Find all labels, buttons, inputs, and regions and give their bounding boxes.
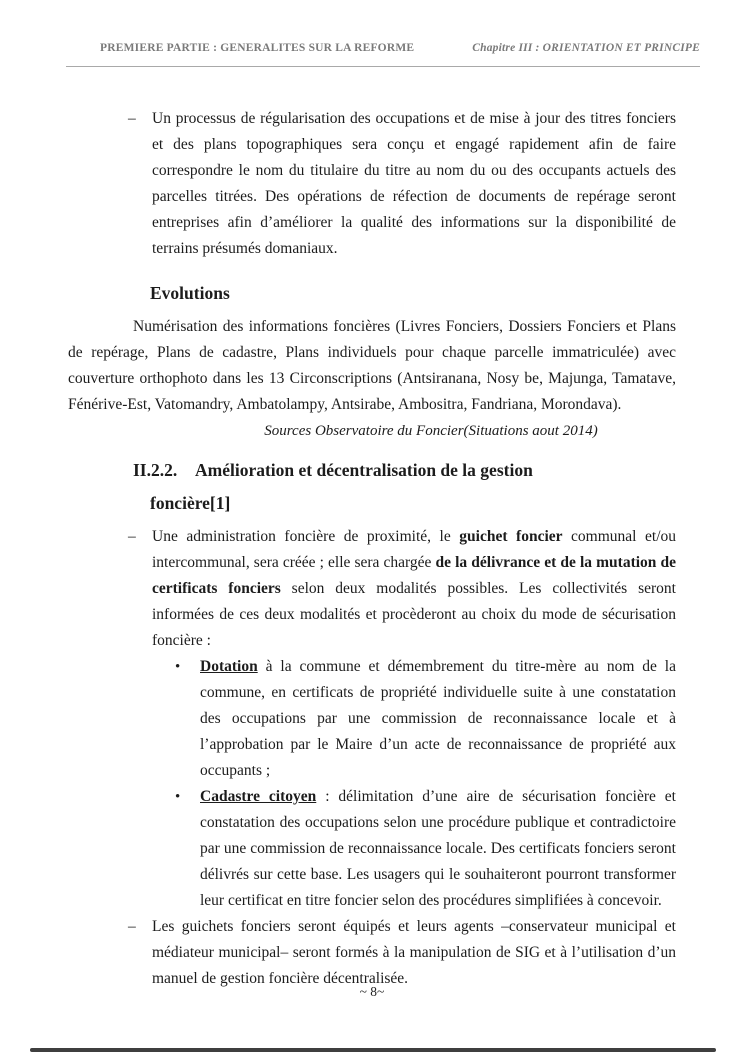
bullet-paragraph-text: communal et/ou intercommunal, sera créée ; elle sera chargée xyxy=(152,528,676,571)
bullet-marker: • xyxy=(175,659,181,675)
section-title-line2: foncière[1] xyxy=(150,493,231,513)
sub-bullet-dotation xyxy=(68,654,676,784)
bullet-marker: • xyxy=(175,789,181,805)
section-title-line1: Amélioration et décentralisation de la gestion xyxy=(195,460,533,480)
bottom-scrollbar[interactable] xyxy=(30,1048,716,1052)
header-right-title: Chapitre III : ORIENTATION ET PRINCIPE xyxy=(472,42,700,54)
sub-bullet-text: : délimitation d’une aire de sécurisation foncière et constatation des occupations selon une procédure publique et contradictoire par une commission de reconnaissance locale. Des certificats fonciers seront délivrés sur cette base. Les usagers qui le souhaiteront pourront transformer leur certificat en titre foncier selon des procédures simplifiées à concevoir. xyxy=(200,788,676,909)
header-left-title: PREMIERE PARTIE : GENERALITES SUR LA REFORME xyxy=(100,42,415,54)
section-heading xyxy=(133,454,676,520)
cadastre-citoyen-lead: Cadastre citoyen xyxy=(200,788,317,805)
bullet-paragraph-text: Un processus de régularisation des occupations et de mise à jour des titres fonciers et des plans topographiques sera conçu et engagé rapidement afin de faire correspondre le nom du titulaire du titre au nom du ou des occupants actuels des parcelles titrées. Des opérations de réfection de documents de repérage seront entreprises afin d’améliorer la qualité des informations sur la disponibilité de terrains présumés domaniaux. xyxy=(152,110,676,257)
dash-marker: – xyxy=(128,110,136,127)
guichet-foncier-bold: guichet foncier xyxy=(459,528,563,545)
bullet-paragraph-guichets-equipes xyxy=(68,914,676,992)
bullet-paragraph-text: Les guichets fonciers seront équipés et leurs agents –conservateur municipal et médiateur municipal– seront formés à la manipulation de SIG et à l’utilisation d’un manuel de gestion foncière décentralisée. xyxy=(152,918,676,987)
delivrance-mutation-bold: de la délivrance et de la mutation de certificats fonciers xyxy=(152,554,676,597)
bullet-paragraph-text: Une administration foncière de proximité, le xyxy=(152,528,460,545)
sub-bullet-cadastre xyxy=(68,784,676,914)
page-content xyxy=(68,106,676,992)
page-header xyxy=(66,42,700,67)
sources-caption: Sources Observatoire du Foncier(Situations aout 2014) xyxy=(264,423,598,439)
dash-marker: – xyxy=(128,918,136,935)
bullet-paragraph-text: selon deux modalités possibles. Les collectivités seront informées de ces deux modalités et procèderont au choix du mode de sécurisation foncière : xyxy=(152,580,676,649)
section-number: II.2.2. xyxy=(133,460,178,480)
dotation-lead: Dotation xyxy=(200,658,258,675)
bullet-paragraph-regularisation xyxy=(68,106,676,262)
sub-bullet-text: à la commune et démembrement du titre-mère au nom de la commune, en certificats de propriété individuelle suite à une constatation des occupations par une commission de reconnaissance locale et à l’approbation par le Maire d’un acte de reconnaissance de propriété aux occupants ; xyxy=(200,658,676,779)
dash-marker: – xyxy=(128,528,136,545)
bullet-paragraph-guichet xyxy=(68,524,676,654)
evolutions-heading: Evolutions xyxy=(150,283,230,303)
page-number: ~ 8~ xyxy=(359,984,385,999)
numerisation-paragraph: Numérisation des informations foncières (Livres Fonciers, Dossiers Fonciers et Plans de repérage, Plans de cadastre, Plans individuels pour chaque parcelle immatriculée) avec couverture orthophoto dans les 13 Circonscriptions (Antsiranana, Nosy be, Majunga, Tamatave, Fénérive-Est, Vatomandry, Ambatolampy, Antsirabe, Ambositra, Fandriana, Morondava). xyxy=(68,318,676,413)
